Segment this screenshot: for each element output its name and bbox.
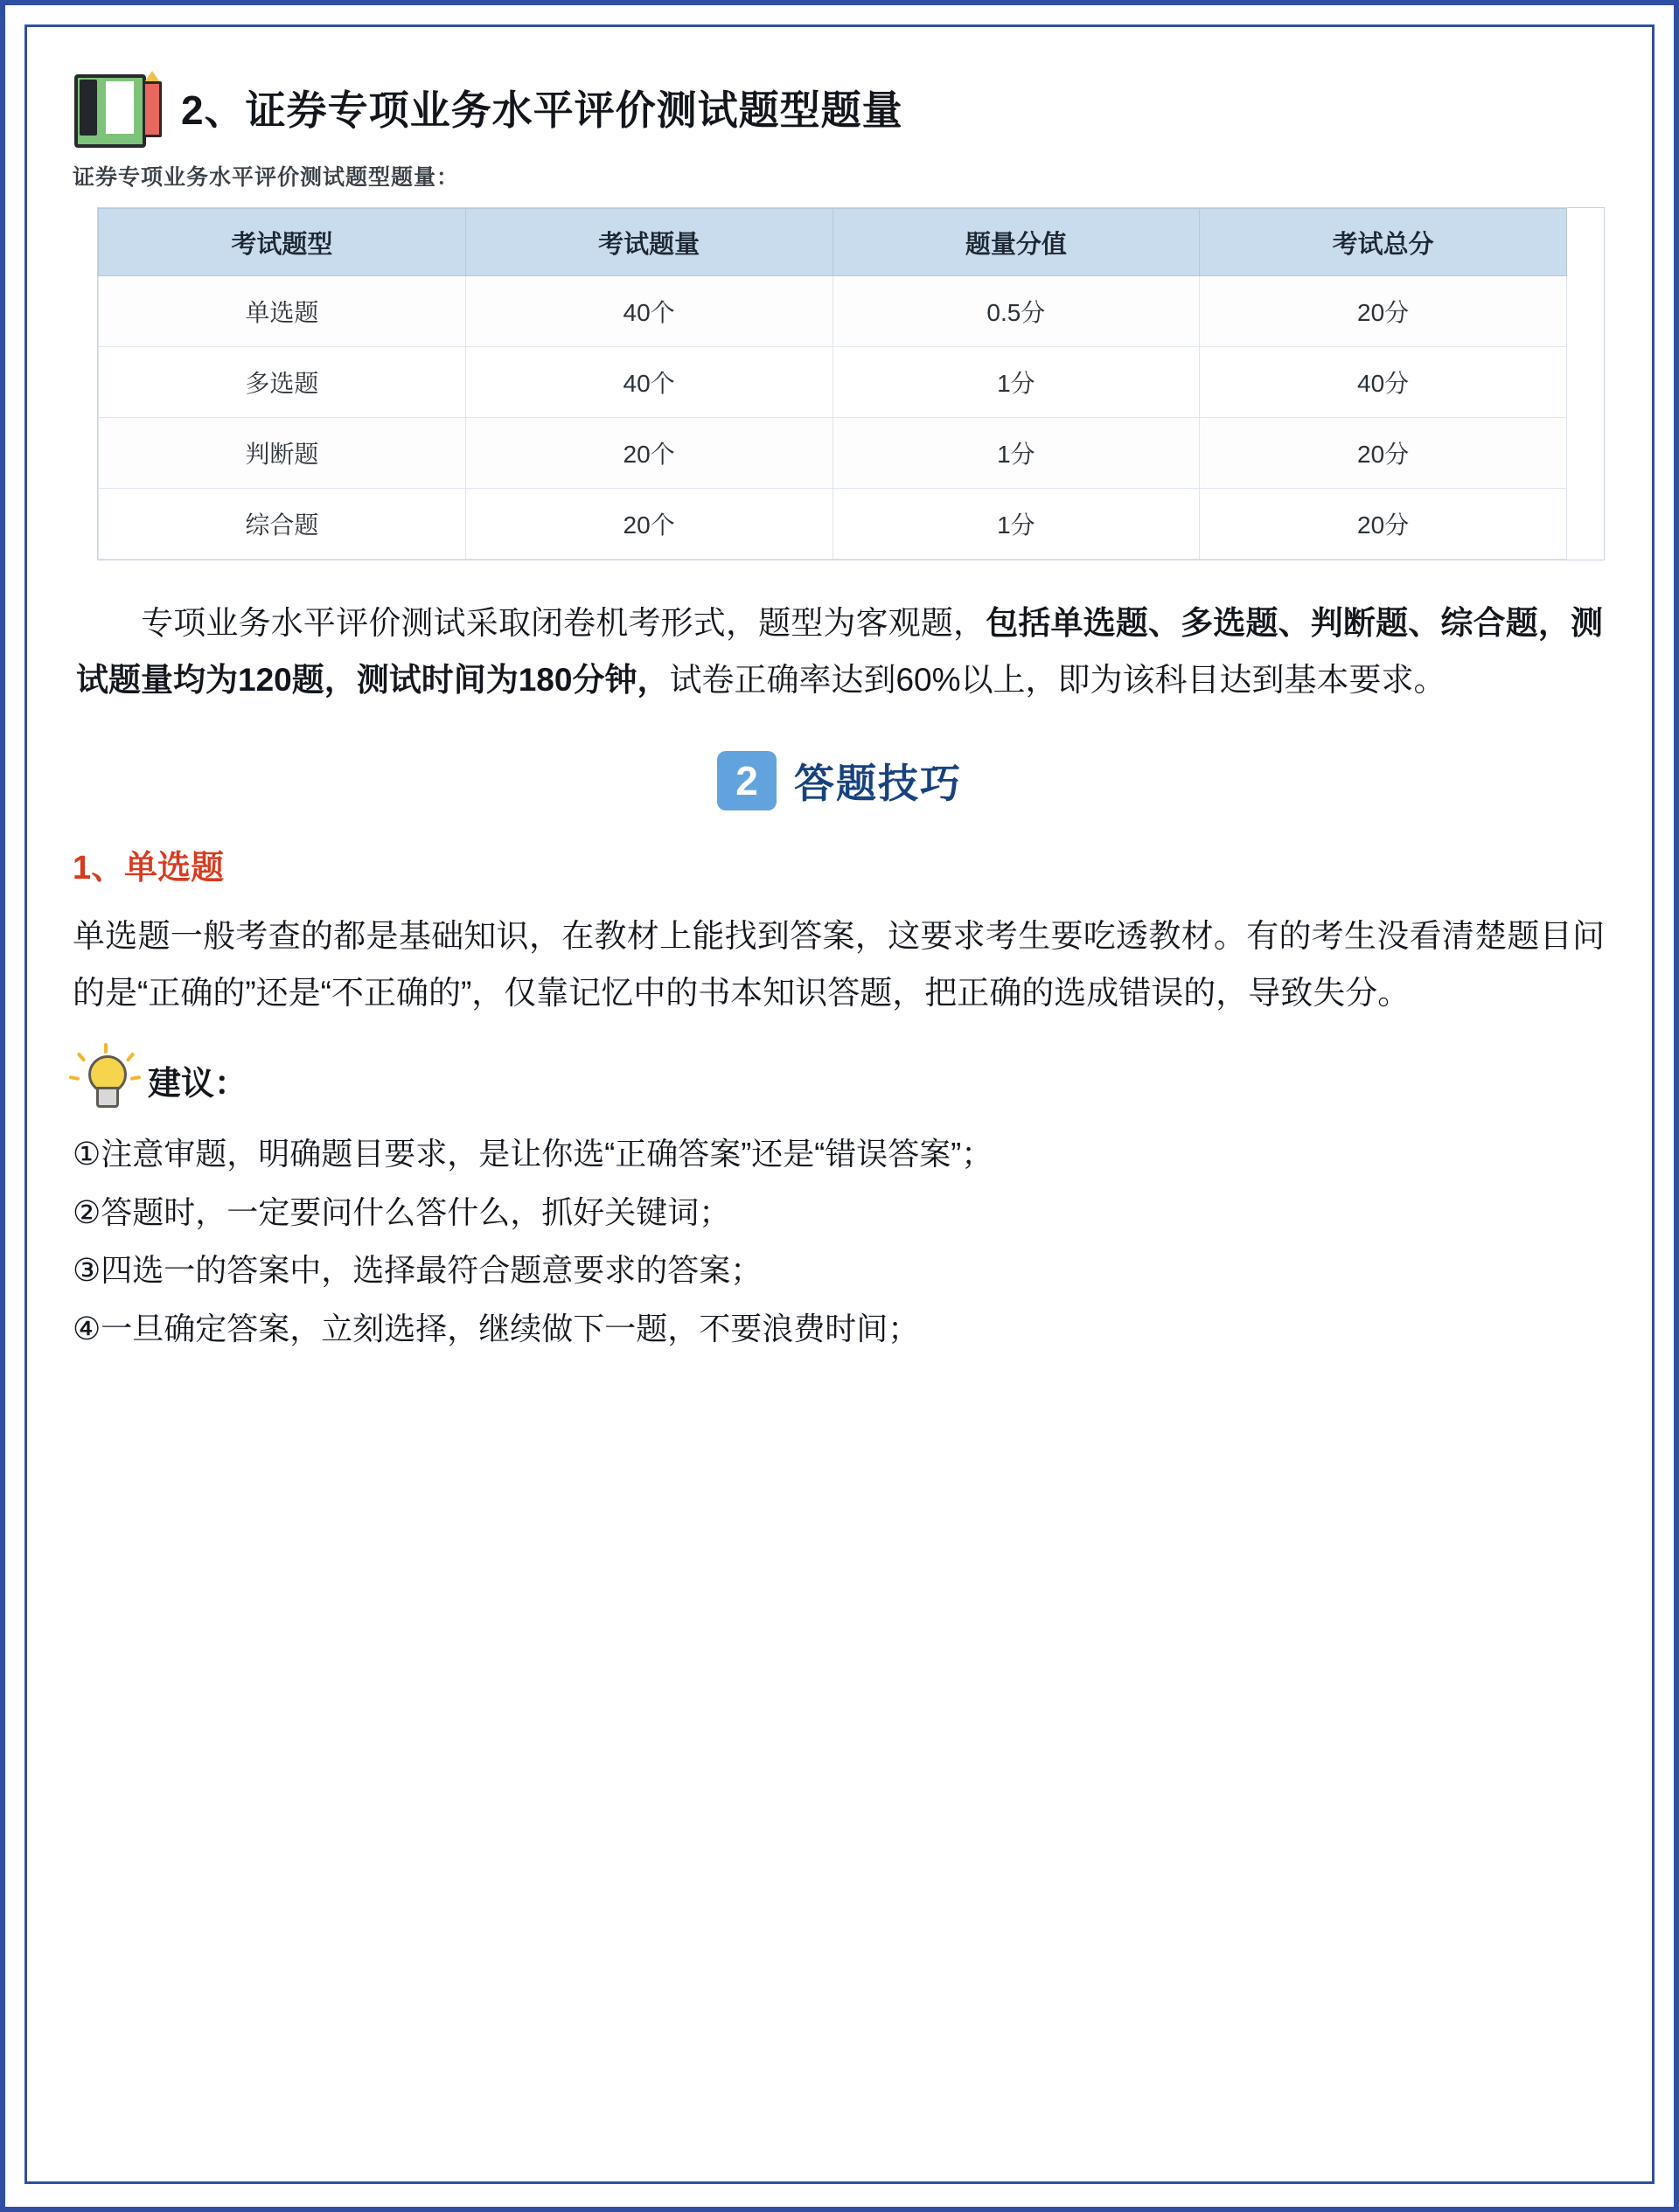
cell-question-type: 单选题 <box>99 276 466 347</box>
cell-question-type: 判断题 <box>99 418 466 489</box>
cell-total-score: 40分 <box>1200 347 1567 418</box>
cell-question-count: 20个 <box>465 489 833 560</box>
cell-question-count: 40个 <box>465 276 833 347</box>
cell-per-question-score: 1分 <box>833 489 1200 560</box>
cell-question-count: 20个 <box>465 418 833 489</box>
table-row <box>99 276 1567 347</box>
table-row <box>99 347 1567 418</box>
page-title: 2、证券专项业务水平评价测试题型题量 <box>181 87 903 133</box>
column-header-question-type: 考试题型 <box>99 209 466 276</box>
advice-item: ①注意审题，明确题目要求，是让你选“正确答案”还是“错误答案”； <box>73 1136 993 1172</box>
table-header-row <box>99 209 1567 276</box>
exam-structure-table <box>97 207 1605 560</box>
lightbulb-icon <box>67 1043 141 1116</box>
exam-description-paragraph <box>76 595 1603 709</box>
page-heading <box>67 67 1612 148</box>
page-content <box>24 24 1655 2184</box>
section-header-answering-skills <box>67 751 1612 810</box>
column-header-per-question-score: 题量分值 <box>833 209 1200 276</box>
advice-item: ②答题时，一定要问什么答什么，抓好关键词； <box>73 1193 731 1230</box>
column-header-total-score: 考试总分 <box>1200 209 1567 276</box>
section-title: 答题技巧 <box>794 760 962 806</box>
paragraph-bold-part: 包括单选题、多选题、判断题、综合题，测试题量均为120题，测试时间为180分钟， <box>76 605 1604 698</box>
paragraph-part-2: 试卷正确率达到60%以上，即为该科目达到基本要求。 <box>669 661 1446 698</box>
cell-total-score: 20分 <box>1200 418 1567 489</box>
cell-question-type: 综合题 <box>99 489 466 560</box>
section-number-badge: 2 <box>717 751 777 810</box>
advice-label: 建议： <box>148 1065 248 1103</box>
book-pencil-icon <box>67 67 165 148</box>
paragraph-part-1: 专项业务水平评价测试采取闭卷机考形式，题型为客观题， <box>141 605 986 641</box>
table-row <box>99 418 1567 489</box>
advice-item: ④一旦确定答案，立刻选择，继续做下一题，不要浪费时间； <box>73 1311 920 1346</box>
column-header-question-count: 考试题量 <box>465 209 833 276</box>
cell-total-score: 20分 <box>1200 489 1567 560</box>
advice-heading <box>67 1043 1612 1116</box>
cell-per-question-score: 1分 <box>833 418 1200 489</box>
topic-body-single-choice: 单选题一般考查的都是基础知识，在教材上能找到答案，这要求考生要吃透教材。有的考生没看清楚题目问的是“正确的”还是“不正确的”，仅靠记忆中的书本知识答题，把正确的选成错误的，导致失分。 <box>73 917 1605 1012</box>
cell-question-type: 多选题 <box>99 347 466 418</box>
cell-total-score: 20分 <box>1200 276 1567 347</box>
table-row <box>99 489 1567 560</box>
cell-per-question-score: 1分 <box>833 347 1200 418</box>
advice-item: ③四选一的答案中，选择最符合题意要求的答案； <box>73 1252 763 1289</box>
topic-title-single-choice: 1、单选题 <box>73 849 225 887</box>
cell-question-count: 40个 <box>465 347 833 418</box>
table-caption: 证券专项业务水平评价测试题型题量： <box>73 165 460 190</box>
cell-per-question-score: 0.5分 <box>833 276 1200 347</box>
